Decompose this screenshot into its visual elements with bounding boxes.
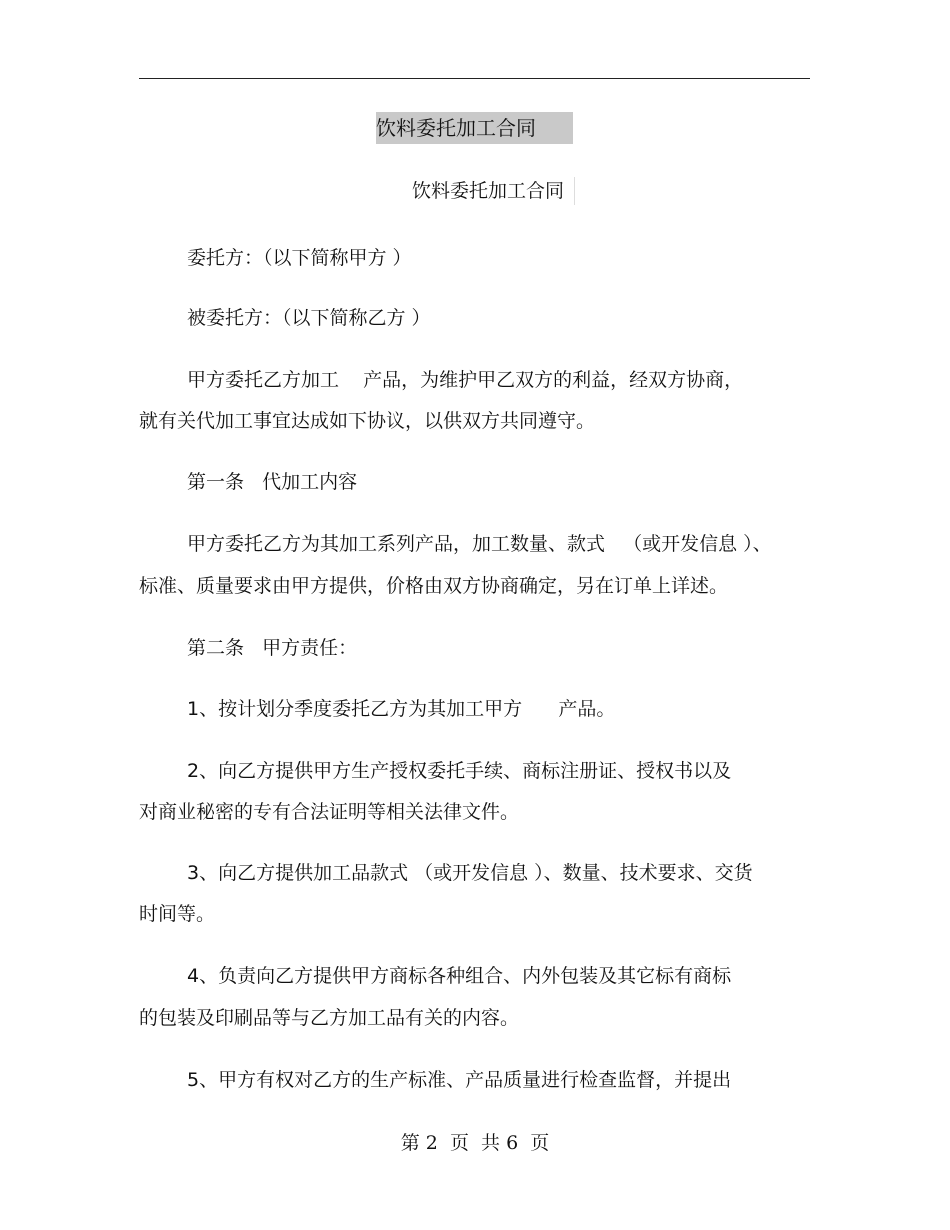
paragraph-intro-line-2: 就有关代加工事宜达成如下协议，以供双方共同遵守。 [139,410,596,432]
clause-4-line-2: 的包装及印刷品等与乙方加工品有关的内容。 [139,1007,520,1029]
header-rule [139,78,810,79]
clause-1-line-1: 1、按计划分季度委托乙方为其加工甲方 产品。 [187,698,616,720]
page-number-footer: 第 2 页 共 6 页 [400,1132,550,1154]
clause-3-line-1: 3、向乙方提供加工品款式 （或开发信息 ）、数量、技术要求、交货 [187,862,753,884]
party-a-line: 委托方：（以下简称甲方 ） [187,247,412,269]
clause-3-line-2: 时间等。 [139,903,216,925]
document-title: 饮料委托加工合同 [376,112,573,144]
party-b-line: 被委托方：（以下简称乙方 ） [187,307,431,329]
article-1-body-line-2: 标准、质量要求由甲方提供，价格由双方协商确定，另在订单上详述。 [139,575,729,597]
clause-4-line-1: 4、负责向乙方提供甲方商标各种组合、内外包装及其它标有商标 [187,965,732,987]
document-subtitle: 饮料委托加工合同 [412,177,575,205]
article-1-body-line-1: 甲方委托乙方为其加工系列产品，加工数量、款式 （或开发信息 ）、 [187,533,772,555]
clause-5-line-1: 5、甲方有权对乙方的生产标准、产品质量进行检查监督，并提出 [187,1069,732,1091]
paragraph-intro-line-1: 甲方委托乙方加工 产品，为维护甲乙双方的利益，经双方协商， [187,369,744,391]
article-2-heading: 第二条 甲方责任： [187,637,358,659]
clause-2-line-2: 对商业秘密的专有合法证明等相关法律文件。 [139,801,520,823]
clause-2-line-1: 2、向乙方提供甲方生产授权委托手续、商标注册证、授权书以及 [187,760,732,782]
article-1-heading: 第一条 代加工内容 [187,471,358,493]
